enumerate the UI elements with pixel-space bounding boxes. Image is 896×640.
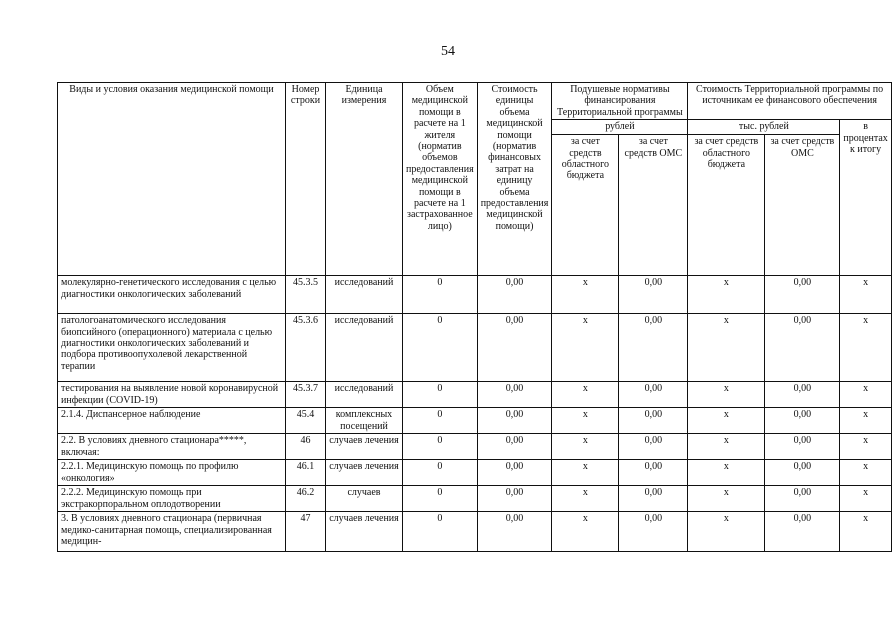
header-cost-regional: за счет средств областного бюджета xyxy=(688,135,765,276)
medical-care-table xyxy=(57,82,892,552)
row-cost-oms: 0,00 xyxy=(765,512,840,552)
row-unit: случаев лечения xyxy=(326,512,403,552)
table-row xyxy=(58,460,892,486)
row-name: 2.1.4. Диспансерное наблюдение xyxy=(58,408,286,434)
row-cost: 0,00 xyxy=(477,408,552,434)
row-unit: случаев лечения xyxy=(326,434,403,460)
row-number: 45.4 xyxy=(286,408,326,434)
row-per-capita-oms: 0,00 xyxy=(619,434,688,460)
header-per-capita-regional: за счет средств областного бюджета xyxy=(552,135,619,276)
header-cost: Стоимость единицы объема медицинской помощи (норматив финансовых затрат на единицу объема предоставления медицинской помощи) xyxy=(477,83,552,276)
row-cost-regional: х xyxy=(688,382,765,408)
header-per-capita-unit: рублей xyxy=(552,120,688,135)
header-cost-percent: в процентах к итогу xyxy=(840,120,891,276)
header-cost-group: Стоимость Территориальной программы по источникам ее финансового обеспечения xyxy=(688,83,891,120)
row-cost-oms: 0,00 xyxy=(765,460,840,486)
header-cost-oms: за счет средств ОМС xyxy=(765,135,840,276)
row-per-capita-regional: х xyxy=(552,276,619,314)
row-cost-percent: х xyxy=(840,434,891,460)
row-unit: исследований xyxy=(326,314,403,382)
row-cost-oms: 0,00 xyxy=(765,434,840,460)
row-cost-regional: х xyxy=(688,408,765,434)
row-unit: исследований xyxy=(326,276,403,314)
row-cost-percent: х xyxy=(840,486,891,512)
row-volume: 0 xyxy=(403,460,478,486)
row-unit: случаев xyxy=(326,486,403,512)
table-row xyxy=(58,408,892,434)
row-name: тестирования на выявление новой коронавирусной инфекции (COVID-19) xyxy=(58,382,286,408)
row-cost: 0,00 xyxy=(477,486,552,512)
row-volume: 0 xyxy=(403,512,478,552)
row-number: 46.2 xyxy=(286,486,326,512)
header-kind: Виды и условия оказания медицинской помощи xyxy=(58,83,286,276)
row-per-capita-oms: 0,00 xyxy=(619,382,688,408)
header-volume: Объем медицинской помощи в расчете на 1 жителя (норматив объемов предоставления медицинской помощи в расчете на 1 застрахованное лицо) xyxy=(403,83,478,276)
row-number: 46.1 xyxy=(286,460,326,486)
table-row xyxy=(58,276,892,314)
row-cost-oms: 0,00 xyxy=(765,276,840,314)
table-row xyxy=(58,486,892,512)
table-row xyxy=(58,314,892,382)
header-per-capita-oms: за счет средств ОМС xyxy=(619,135,688,276)
row-volume: 0 xyxy=(403,382,478,408)
row-volume: 0 xyxy=(403,276,478,314)
row-per-capita-regional: х xyxy=(552,382,619,408)
row-unit: исследований xyxy=(326,382,403,408)
row-per-capita-regional: х xyxy=(552,460,619,486)
row-cost-regional: х xyxy=(688,486,765,512)
table-row xyxy=(58,512,892,552)
row-cost-regional: х xyxy=(688,434,765,460)
row-volume: 0 xyxy=(403,486,478,512)
row-number: 47 xyxy=(286,512,326,552)
row-per-capita-regional: х xyxy=(552,434,619,460)
row-name: патологоанатомического исследования биопсийного (операционного) материала с целью диагностики онкологических заболеваний и подбора противоопухолевой лекарственной терапии xyxy=(58,314,286,382)
row-cost-percent: х xyxy=(840,408,891,434)
row-per-capita-regional: х xyxy=(552,314,619,382)
row-volume: 0 xyxy=(403,408,478,434)
row-cost-percent: х xyxy=(840,460,891,486)
row-cost-percent: х xyxy=(840,276,891,314)
row-cost: 0,00 xyxy=(477,382,552,408)
row-cost-regional: х xyxy=(688,276,765,314)
row-cost-percent: х xyxy=(840,314,891,382)
row-cost-oms: 0,00 xyxy=(765,408,840,434)
row-cost: 0,00 xyxy=(477,434,552,460)
row-cost-percent: х xyxy=(840,512,891,552)
row-per-capita-oms: 0,00 xyxy=(619,408,688,434)
row-per-capita-oms: 0,00 xyxy=(619,276,688,314)
row-name: молекулярно-генетического исследования с целью диагностики онкологических заболеваний xyxy=(58,276,286,314)
row-cost-oms: 0,00 xyxy=(765,486,840,512)
row-number: 45.3.6 xyxy=(286,314,326,382)
row-cost-regional: х xyxy=(688,512,765,552)
row-cost-regional: х xyxy=(688,314,765,382)
row-cost: 0,00 xyxy=(477,314,552,382)
row-cost-percent: х xyxy=(840,382,891,408)
header-cost-unit: тыс. рублей xyxy=(688,120,840,135)
row-cost-oms: 0,00 xyxy=(765,382,840,408)
header-per-capita-group: Подушевые нормативы финансирования Территориальной программы xyxy=(552,83,688,120)
page-number: 54 xyxy=(441,44,455,59)
row-volume: 0 xyxy=(403,434,478,460)
row-name: 2.2.1. Медицинскую помощь по профилю «онкология» xyxy=(58,460,286,486)
row-cost-regional: х xyxy=(688,460,765,486)
row-per-capita-oms: 0,00 xyxy=(619,314,688,382)
row-name: 2.2. В условиях дневного стационара*****, включая: xyxy=(58,434,286,460)
row-unit: комплексных посещений xyxy=(326,408,403,434)
row-number: 45.3.7 xyxy=(286,382,326,408)
row-number: 46 xyxy=(286,434,326,460)
row-per-capita-regional: х xyxy=(552,408,619,434)
row-per-capita-oms: 0,00 xyxy=(619,460,688,486)
row-cost: 0,00 xyxy=(477,276,552,314)
row-name: 2.2.2. Медицинскую помощь при экстракорпоральном оплодотворении xyxy=(58,486,286,512)
header-unit: Единица измерения xyxy=(326,83,403,276)
table-row xyxy=(58,382,892,408)
row-per-capita-oms: 0,00 xyxy=(619,486,688,512)
row-name: 3. В условиях дневного стационара (первичная медико-санитарная помощь, специализированная медицин- xyxy=(58,512,286,552)
row-per-capita-oms: 0,00 xyxy=(619,512,688,552)
row-per-capita-regional: х xyxy=(552,512,619,552)
row-unit: случаев лечения xyxy=(326,460,403,486)
row-volume: 0 xyxy=(403,314,478,382)
row-number: 45.3.5 xyxy=(286,276,326,314)
table-row xyxy=(58,434,892,460)
row-cost: 0,00 xyxy=(477,512,552,552)
row-cost: 0,00 xyxy=(477,460,552,486)
row-per-capita-regional: х xyxy=(552,486,619,512)
row-cost-oms: 0,00 xyxy=(765,314,840,382)
header-row-number: Номер строки xyxy=(286,83,326,276)
